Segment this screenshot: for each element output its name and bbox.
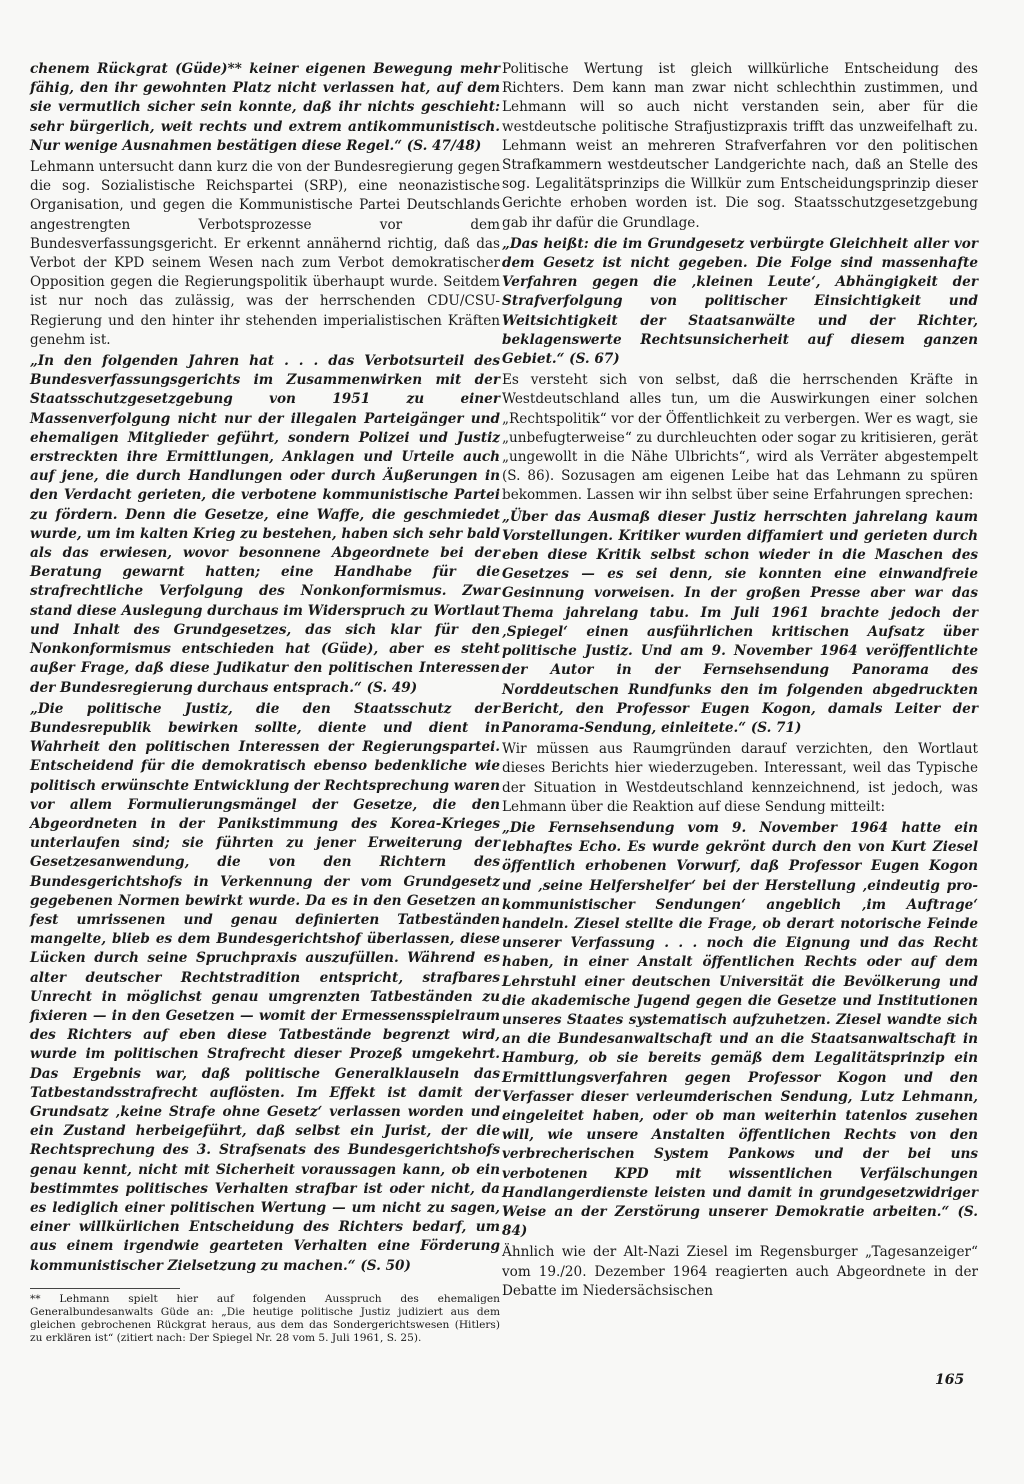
paragraph: „Die Fernsehsendung vom 9. November 1964 hatte ein lebhaftes Echo. Es wurde gekrönt durch den von Kurt Ziesel öffentlich erhobenen Vorwurf, daß Professor Eugen Kogon und ‚seine Helfershelfer‘ bei der Herstellung ‚eindeutig pro-kommunistischer Sendungen‘ angeblich ‚im Auftrage‘ handeln. Ziesel stellte die Frage, ob derart notorische Feinde unserer Verfassung . . . noch die Eignung und das Recht haben, in einer Anstalt öffentlichen Rechts oder auf dem Lehrstuhl einer deutschen Universität die Bevölkerung und die akademische Jugend gegen die Gesetze und Institutionen unseres Staates systematisch aufzuhetzen. Ziesel wandte sich an die Bundesanwaltschaft und an die Staatsanwaltschaft in Hamburg, ob sie bereits gemäß dem Legalitätsprinzip ein Ermittlungsverfahren gegen Professor Kogon und den Verfasser dieser verleumderischen Sendung, Lutz Lehmann, eingeleitet haben, oder ob man weiterhin tatenlos zusehen will, wie unsere Anstalten öffentlichen Rechts von den verbrecherischen System Pankows und der bei uns verbotenen KPD mit wissentlichen Verfälschungen Handlangerdienste leisten und damit in grundgesetzwidriger Weise an der Zerstörung unserer Demokratie arbeiten.“ (S. 84) bbox=[502, 819, 978, 1240]
footnote-divider bbox=[30, 1288, 180, 1289]
paragraph: „Das heißt: die im Grundgesetz verbürgte Gleichheit aller vor dem Gesetz ist nicht gegeben. Die Folge sind massenhafte Verfahren gegen die ‚kleinen Leute‘, Abhängigkeit der Strafverfolgung von politischer Einsichtigkeit und Weitsichtigkeit der Staatsanwälte und der Richter, beklagenswerte Rechtsunsicherheit auf diesem ganzen Gebiet.“ (S. 67) bbox=[502, 235, 978, 368]
paragraph: Lehmann untersucht dann kurz die von der Bundesregierung gegen die sog. Sozialistische Reichspartei (SRP), eine neonazistische Organisation, und gegen die Kommunistische Partei Deutschlands angestrengten Verbotsprozesse vor dem Bundesverfassungsgericht. Er erkennt annähernd richtig, daß das Verbot der KPD seinem Wesen nach zum Verbot demokratischer Opposition gegen die Regierungspolitik überhaupt wurde. Seitdem ist nur noch das zulässig, was der herrschenden CDU/CSU-Regierung und den hinter ihr stehenden imperialistischen Kräften genehm ist. bbox=[30, 159, 500, 348]
paragraph: „Über das Ausmaß dieser Justiz herrschten jahrelang kaum Vorstellungen. Kritiker wurden diffamiert und gerieten durch eben diese Kritik selbst schon wieder in die Maschen des Gesetzes — es sei denn, sie konnten eine einwandfreie Gesinnung vorweisen. In der großen Presse aber war das Thema jahrelang tabu. Im Juli 1961 brachte jedoch der ‚Spiegel‘ einen ausführlichen kritischen Aufsatz über politische Justiz. Und am 9. November 1964 veröffentlichte der Autor in der Fernsehsendung Panorama des Norddeutschen Rundfunks den im folgenden abgedruckten Bericht, den Professor Eugen Kogon, damals Leiter der Panorama-Sendung, einleitete.“ (S. 71) bbox=[502, 508, 978, 736]
page-number: 165 bbox=[935, 1372, 965, 1388]
paragraph: chenem Rückgrat (Güde)** keiner eigenen Bewegung mehr fähig, den ihr gewohnten Platz nicht verlassen hat, auf dem sie vermutlich sicher sein konnte, daß ihr nichts geschieht: sehr bürgerlich, weit rechts und extrem antikommunistisch. Nur wenige Ausnahmen bestätigen diese Regel.“ (S. 47/48) bbox=[30, 61, 500, 154]
paragraph: Es versteht sich von selbst, daß die herrschenden Kräfte in Westdeutschland alles tun, um die Auswirkungen einer solchen „Rechtspolitik“ vor der Öffentlichkeit zu verbergen. Wer es wagt, sie „unbefugterweise“ zu durchleuchten oder sogar zu kritisieren, gerät „ungewollt in die Nähe Ulbrichts“, wird als Verräter abgestempelt (S. 86). Sozusagen am eigenen Leibe hat das Lehmann zu spüren bekommen. Lassen wir ihn selbst über seine Erfahrungen sprechen: bbox=[502, 372, 978, 504]
left-column bbox=[30, 60, 500, 1345]
paragraph: Politische Wertung ist gleich willkürliche Entscheidung des Richters. Dem kann man zwar nicht schlechthin zustimmen, und Lehmann will so auch nicht verstanden sein, aber für die westdeutsche politische Strafjustizpraxis trifft das unzweifelhaft zu. Lehmann weist an mehreren Strafverfahren vor den politischen Strafkammern westdeutscher Landgerichte nach, daß an Stelle des sog. Legalitätsprinzips die Willkür zum Entscheidungsprinzip dieser Gerichte erhoben worden ist. Die sog. Staatsschutzgesetzgebung gab ihr dafür die Grundlage. bbox=[502, 61, 978, 231]
right-column bbox=[502, 60, 978, 1301]
paragraph: „In den folgenden Jahren hat . . . das Verbotsurteil des Bundesverfassungsgerichts im Zusammenwirken mit der Staatsschutzgesetzgebung von 1951 zu einer Massenverfolgung nicht nur der illegalen Parteigänger und ehemaligen Mitglieder geführt, sondern Polizei und Justiz erstreckten ihre Ermittlungen, Anklagen und Urteile auch auf jene, die durch Handlungen oder durch Äußerungen in den Verdacht gerieten, die verbotene kommunistische Partei zu fördern. Denn die Gesetze, eine Waffe, die geschmiedet wurde, um im kalten Krieg zu bestehen, haben sich sehr bald als das erwiesen, wovor besonnene Abgeordnete bei der Beratung gewarnt hatten; eine Handhabe für die strafrechtliche Verfolgung des Nonkonformismus. Zwar stand diese Auslegung durchaus im Widerspruch zu Wortlaut und Inhalt des Grundgesetzes, das sich klar für den Nonkonformismus entschieden hat (Güde), aber es steht außer Frage, daß diese Judikatur den politischen Interessen der Bundesregierung durchaus entsprach.“ (S. 49) bbox=[30, 353, 500, 696]
footnote: ** Lehmann spielt hier auf folgenden Ausspruch des ehemaligen Generalbundesanwalts Güde an: „Die heutige politische Justiz judiziert aus dem gleichen gebrochenen Rückgrat heraus, aus dem das Sondergerichtswesen (Hitlers) zu erklären ist“ (zitiert nach: Der Spiegel Nr. 28 vom 5. Juli 1961, S. 25). bbox=[30, 1292, 500, 1344]
paragraph: Ähnlich wie der Alt-Nazi Ziesel im Regensburger „Tagesanzeiger“ vom 19./20. Dezember 1964 reagierten auch Abgeordnete in der Debatte im Niedersächsischen bbox=[502, 1244, 978, 1299]
paragraph: „Die politische Justiz, die den Staatsschutz der Bundesrepublik bewirken sollte, diente und dient in Wahrheit den politischen Interessen der Regierungspartei. Entscheidend für die demokratisch ebenso bedenkliche wie politisch erwünschte Entwicklung der Rechtsprechung waren vor allem Formulierungsmängel der Gesetze, die den Abgeordneten in der Panikstimmung des Korea-Krieges unterlaufen sind; sie führten zu jener Erweiterung der Gesetzesanwendung, die von den Richtern des Bundesgerichtshofs in Verkennung der vom Grundgesetz gegebenen Normen bewirkt wurde. Da es in den Gesetzen an fest umrissenen und genau definierten Tatbeständen mangelte, blieb es dem Bundesgerichtshof überlassen, diese Lücken durch seine Spruchpraxis auszufüllen. Während es alter deutscher Rechtstradition entspricht, strafbares Unrecht in möglichst genau umgrenzten Tatbeständen zu fixieren — in den Gesetzen — womit der Ermessensspielraum des Richters auf eben diese Tatbestände begrenzt wird, wurde im politischen Strafrecht dieser Prozeß umgekehrt. Das Ergebnis war, daß politische Generalklauseln das Tatbestandsstrafrecht auflösten. Im Effekt ist damit der Grundsatz ‚keine Strafe ohne Gesetz‘ verlassen worden und ein Zustand herbeigeführt, daß selbst ein Jurist, der die Rechtsprechung des 3. Strafsenats des Bundesgerichtshofs genau kennt, nicht mit Sicherheit voraussagen kann, ob ein bestimmtes politisches Verhalten strafbar ist oder nicht, da es lediglich einer politischen Wertung — um nicht zu sagen, einer willkürlichen Entscheidung des Richters bedarf, um aus einem irgendwie gearteten Verhalten eine Förderung kommunistischer Zielsetzung zu machen.“ (S. 50) bbox=[30, 700, 500, 1274]
paragraph: Wir müssen aus Raumgründen darauf verzichten, den Wortlaut dieses Berichts hier wiederzugeben. Interessant, weil das Typische der Situation in Westdeutschland kennzeichnend, ist jedoch, was Lehmann über die Reaktion auf diese Sendung mitteilt: bbox=[502, 741, 978, 815]
